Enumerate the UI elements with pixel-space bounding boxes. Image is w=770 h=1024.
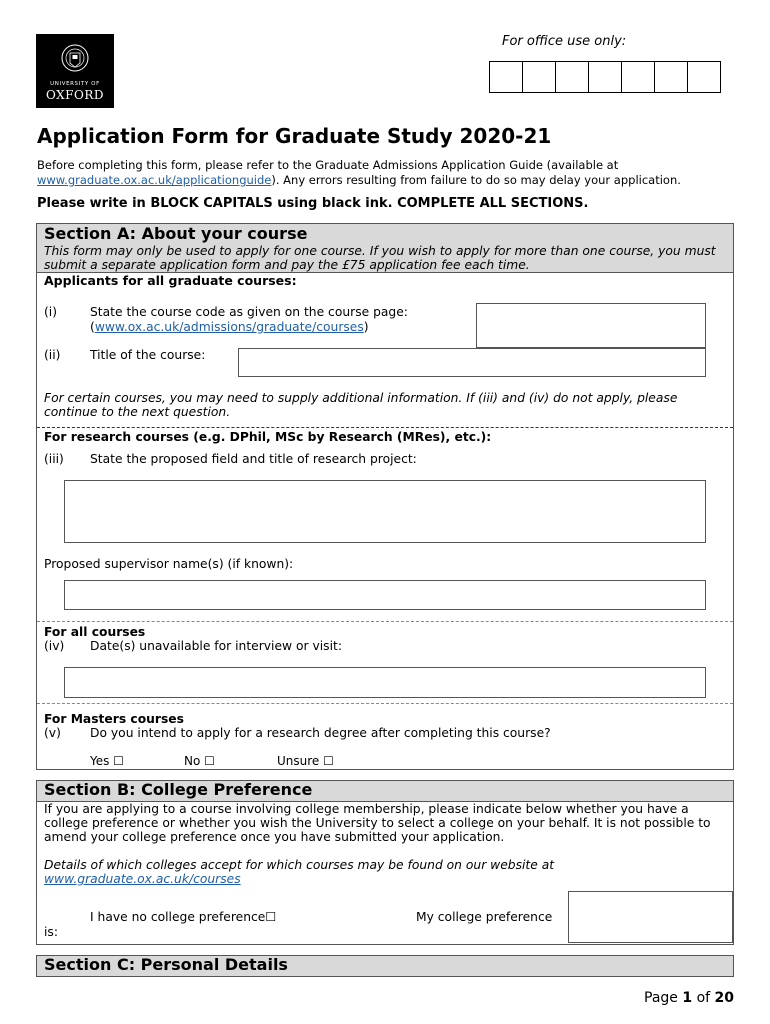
q3-label: State the proposed field and title of research project: [90,452,417,466]
college-paragraph: If you are applying to a course involving college membership, please indicate below whether you have a college preference or whether you wish the University to select a college on your behalf. It is not possible to amend your college preference once you have submitted your application. [44,802,711,844]
application-guide-link[interactable]: www.graduate.ox.ac.uk/applicationguide [37,173,272,187]
q3-number: (iii) [44,452,64,466]
supervisor-label: Proposed supervisor name(s) (if known): [44,557,294,571]
page-number: Page 1 of 20 [644,990,734,1006]
office-box [621,61,655,93]
section-c-title: Section C: Personal Details [44,955,288,974]
no-preference-checkbox[interactable]: I have no college preference☐ [90,910,277,924]
certain-courses-note: For certain courses, you may need to supply additional information. If (iii) and (iv) do not apply, please continue to the next question. [44,391,678,419]
office-use-label: For office use only: [502,34,627,49]
page-title: Application Form for Graduate Study 2020-21 [37,124,552,148]
q1-number: (i) [44,305,58,319]
no-checkbox[interactable]: No ☐ [184,754,215,768]
research-project-field[interactable] [64,480,706,543]
unavailable-dates-field[interactable] [64,667,706,698]
q1-link-wrap: (www.ox.ac.uk/admissions/graduate/courses) [90,320,369,334]
intro-text [37,158,737,188]
office-box [588,61,622,93]
supervisor-field[interactable] [64,580,706,610]
my-preference-label: My college preference [416,910,553,924]
q2-number: (ii) [44,348,61,362]
section-a-title: Section A: About your course [44,224,308,243]
q2-label: Title of the course: [90,348,206,362]
divider [37,621,733,622]
college-preference-field[interactable] [568,891,733,943]
q4-number: (iv) [44,639,65,653]
block-capitals-note: Please write in BLOCK CAPITALS using black ink. COMPLETE ALL SECTIONS. [37,196,589,211]
logo-university-of: UNIVERSITY OF [50,81,100,87]
section-a-note: This form may only be used to apply for one course. If you wish to apply for more than one course, you must submit a separate application form and pay the £75 application fee each time. [44,244,716,272]
divider [37,703,733,704]
crest-icon [60,40,90,78]
office-box [555,61,589,93]
intro-line1: Before completing this form, please refer to the Graduate Admissions Application Guide (available at [37,158,619,172]
yes-checkbox[interactable]: Yes ☐ [90,754,124,768]
intro-line2: ). Any errors resulting from failure to do so may delay your application. [271,173,681,187]
courses-website-link[interactable]: www.graduate.ox.ac.uk/courses [44,872,241,886]
all-graduate-heading: Applicants for all graduate courses: [44,273,297,288]
colleges-details: Details of which colleges accept for which courses may be found on our website at www.graduate.ox.ac.uk/courses [44,858,555,886]
unsure-checkbox[interactable]: Unsure ☐ [277,754,334,768]
section-b-title: Section B: College Preference [44,780,313,799]
q1-label: State the course code as given on the course page: [90,305,408,319]
office-box [654,61,688,93]
all-courses-heading: For all courses [44,625,146,639]
is-label: is: [44,925,58,939]
course-title-field[interactable] [238,348,706,377]
office-box [489,61,523,93]
courses-link[interactable]: www.ox.ac.uk/admissions/graduate/courses [94,320,364,334]
logo-oxford: OXFORD [46,88,104,102]
office-use-boxes [490,61,721,91]
q4-label: Date(s) unavailable for interview or visit: [90,639,342,653]
office-box [522,61,556,93]
q5-label: Do you intend to apply for a research degree after completing this course? [90,726,551,740]
q5-number: (v) [44,726,61,740]
masters-heading: For Masters courses [44,712,184,726]
university-logo [36,34,114,108]
divider [37,427,733,428]
research-heading: For research courses (e.g. DPhil, MSc by Research (MRes), etc.): [44,430,492,444]
course-code-field[interactable] [476,303,706,348]
office-box [687,61,721,93]
